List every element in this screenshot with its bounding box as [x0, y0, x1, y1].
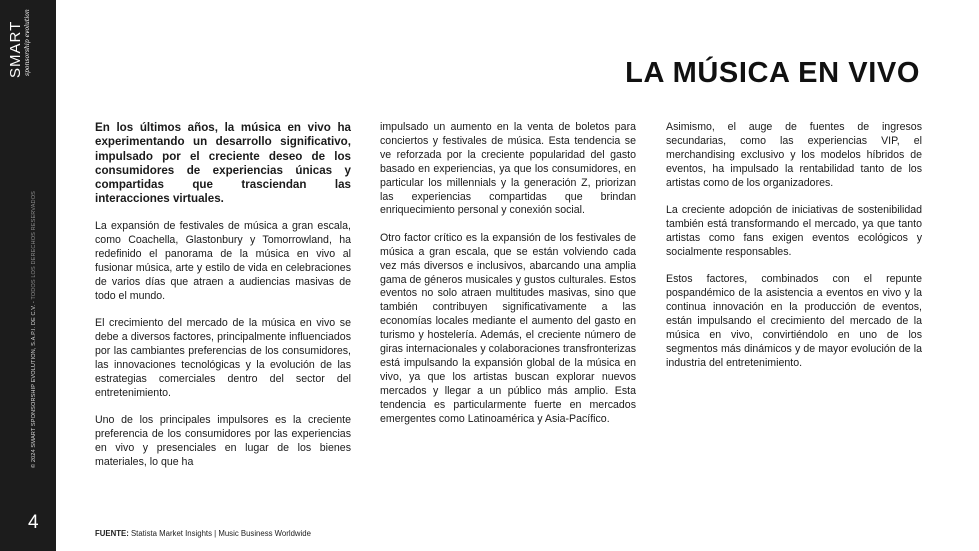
copyright-notice	[31, 191, 37, 468]
paragraph: Asimismo, el auge de fuentes de ingresos secundarias, como las experiencias VIP, el merchandising exclusivo y los modelos híbridos de eventos, ha impulsado la rentabilidad tanto de los artistas como de los organizadores.	[666, 121, 922, 189]
lead-paragraph: En los últimos años, la música en vivo ha experimentando un desarrollo significativo, impulsado por el creciente deseo de los consumidores de experiencias únicas y compartidas que trasciendan las interacciones virtuales.	[95, 121, 351, 206]
brand-tagline: sponsorship evolution	[24, 9, 31, 76]
source-footnote	[95, 529, 311, 538]
paragraph: Otro factor crítico es la expansión de los festivales de música a gran escala, que se están volviendo cada vez más diversos e inclusivos, abarcando una amplia gama de géneros musicales y gustos culturales. Estos eventos no solo atraen multitudes masivas, sino que también contribuyen significativamente a las economías locales mediante el aumento del gasto en turismo y hostelería. Además, el creciente número de giras internacionales y colaboraciones transfronterizas está impulsando la expansión global de la música en vivo, ya que los artistas buscan explorar nuevos mercados y llegar a un público más amplio. Esta tendencia es particularmente fuerte en mercados emergentes como Latinoamérica y Asia-Pacífico.	[380, 231, 636, 425]
text-column-3	[666, 121, 922, 384]
brand-name: SMART	[7, 20, 24, 78]
rights-text: TODOS LOS DERECHOS RESERVADOS	[31, 191, 37, 300]
text-column-1	[95, 121, 351, 483]
paragraph: El crecimiento del mercado de la música en vivo se debe a diversos factores, principalmente influenciados por las cambiantes preferencias de los consumidores, las innovaciones tecnológicas y la evolución de las estrategias comerciales dentro del sector del entretenimiento.	[95, 317, 351, 399]
paragraph: La expansión de festivales de música a gran escala, como Coachella, Glastonbury y Tomorrowland, ha redefinido el panorama de la música en vivo al fusionar música, arte y estilo de vida en celebraciones de varios días que atraen a audiencias masivas de todo el mundo.	[95, 220, 351, 302]
page-number: 4	[28, 512, 39, 533]
text-column-2	[380, 121, 636, 440]
paragraph: Uno de los principales impulsores es la creciente preferencia de los consumidores por las experiencias en vivo y presenciales en lugar de los bienes materiales, lo que ha	[95, 414, 351, 468]
paragraph: La creciente adopción de iniciativas de sostenibilidad también está transformando el mercado, ya que tanto artistas como fans exigen eventos ecológicos y socialmente responsables.	[666, 204, 922, 258]
source-text: Statista Market Insights | Music Business Worldwide	[128, 529, 311, 538]
paragraph: impulsado un aumento en la venta de boletos para conciertos y festivales de música. Esta tendencia se ve reforzada por la creciente popularidad del gasto basado en experiencias, ya que los consumidores, en particular los millennials y la generación Z, priorizan las experiencias compartidas que brindan enriquecimiento personal y conexión social.	[380, 121, 636, 217]
page-title: LA MÚSICA EN VIVO	[625, 57, 920, 89]
paragraph: Estos factores, combinados con el repunte pospandémico de la asistencia a eventos en vivo y la continua innovación en la producción de eventos, están impulsando el crecimiento del mercado de la música en vivo, convirtiéndolo en uno de los segmentos más dinámicos y de mayor evolución de la industria del entretenimiento.	[666, 273, 922, 369]
source-label: FUENTE:	[95, 529, 129, 538]
sidebar	[0, 0, 56, 551]
brand-logo	[8, 9, 32, 78]
copyright-text: © 2024 SMART SPONSORSHIP EVOLUTION, S.A.P.I. DE C.V. -	[31, 301, 37, 468]
